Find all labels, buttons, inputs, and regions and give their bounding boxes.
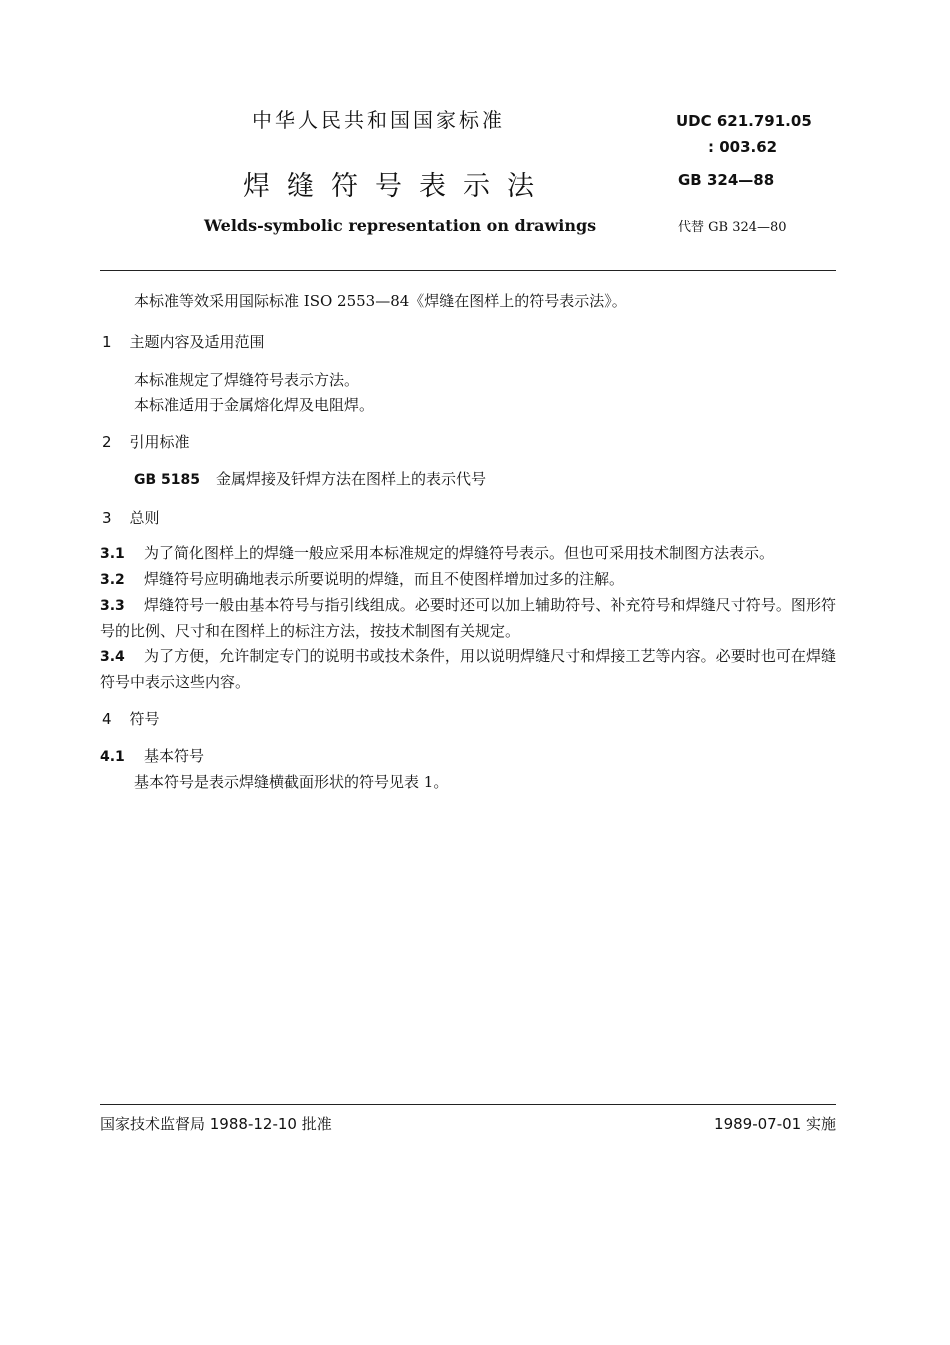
clause-title: 基本符号 [144,747,205,765]
section-2-reference [134,468,486,491]
section-2-heading [102,431,190,452]
section-number: 2 [102,433,112,451]
section-3-heading [102,507,160,528]
section-4-heading [102,708,160,729]
clause-number: 3.4 [100,649,125,665]
udc-code-line1: UDC 621.791.05 [676,112,812,130]
reference-title: 金属焊接及钎焊方法在图样上的表示代号 [216,470,487,488]
section-number: 1 [102,333,112,351]
standard-category-title: 中华人民共和国国家标准 [252,108,505,132]
header-divider [100,270,836,271]
section-1-paragraph-1: 本标准规定了焊缝符号表示方法。 [134,371,360,389]
section-1-paragraph-2: 本标准适用于金属熔化焊及电阻焊。 [134,396,375,414]
section-number: 4 [102,710,112,728]
footer-divider [100,1104,836,1105]
document-title-en: Welds-symbolic representation on drawings [204,216,597,235]
section-title: 引用标准 [129,433,190,451]
section-title: 符号 [129,710,160,728]
clause-4-1-heading [100,745,204,768]
section-1-heading [102,331,265,352]
document-title-cn: 焊缝符号表示法 [243,171,551,202]
clause-4-1-paragraph: 基本符号是表示焊缝横截面形状的符号见表 1。 [134,773,449,791]
clause-3-3 [100,593,836,644]
clause-number: 4.1 [100,749,125,765]
reference-code: GB 5185 [134,472,201,488]
clause-number: 3.3 [100,598,125,614]
clause-text: 为了简化图样上的焊缝一般应采用本标准规定的焊缝符号表示。但也可采用技术制图方法表示。 [144,544,775,562]
section-title: 主题内容及适用范围 [129,333,265,351]
gb-number: GB 324—88 [678,171,775,189]
clause-3-2 [100,567,836,593]
clause-number: 3.2 [100,572,125,588]
effective-date-line: 1989-07-01 实施 [714,1115,836,1133]
approval-line: 国家技术监督局 1988-12-10 批准 [100,1115,332,1133]
clause-text: 为了方便，允许制定专门的说明书或技术条件，用以说明焊缝尺寸和焊接工艺等内容。必要时也可在焊缝符号中表示这些内容。 [100,647,836,691]
intro-paragraph: 本标准等效采用国际标准 ISO 2553—84《焊缝在图样上的符号表示法》。 [134,292,627,310]
clause-number: 3.1 [100,546,125,562]
clause-3-1 [100,541,836,567]
udc-code-line2: : 003.62 [708,138,778,156]
section-title: 总则 [129,509,160,527]
clause-text: 焊缝符号一般由基本符号与指引线组成。必要时还可以加上辅助符号、补充符号和焊缝尺寸符号。图形符号的比例、尺寸和在图样上的标注方法，按技术制图有关规定。 [100,596,836,640]
clause-3-4 [100,644,836,695]
clause-text: 焊缝符号应明确地表示所要说明的焊缝，而且不使图样增加过多的注解。 [144,570,625,588]
replaces-note: 代替 GB 324—80 [678,220,787,235]
section-number: 3 [102,509,112,527]
